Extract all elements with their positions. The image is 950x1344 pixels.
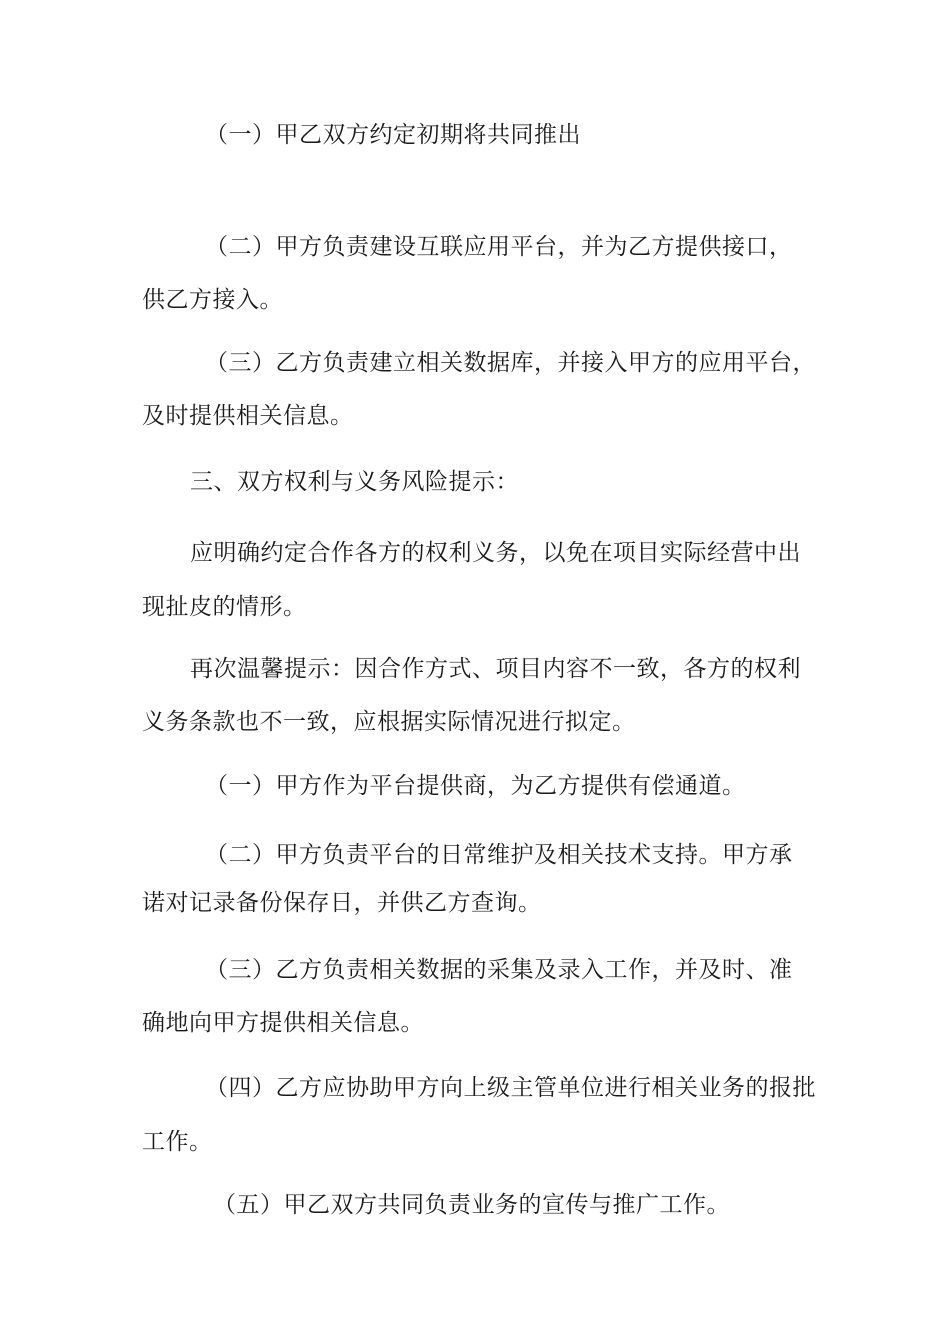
paragraph-9-line-1: （三）乙方负责相关数据的采集及录入工作，并及时、准 [205, 957, 793, 983]
paragraph-7-line-1: （一）甲方作为平台提供商，为乙方提供有偿通道。 [205, 773, 746, 799]
paragraph-3-line-1: （三）乙方负责建立相关数据库，并接入甲方的应用平台， [205, 350, 816, 376]
paragraph-10-line-2: 工作。 [142, 1129, 213, 1155]
paragraph-8-line-1: （二）甲方负责平台的日常维护及相关技术支持。甲方承 [205, 842, 793, 868]
paragraph-3-line-2: 及时提供相关信息。 [142, 403, 354, 429]
paragraph-2-line-1: （二）甲方负责建设互联应用平台，并为乙方提供接口， [205, 234, 793, 260]
paragraph-10-line-1: （四）乙方应协助甲方向上级主管单位进行相关业务的报批 [205, 1075, 816, 1101]
paragraph-6-line-2: 义务条款也不一致，应根据实际情况进行拟定。 [142, 709, 636, 735]
paragraph-9-line-2: 确地向甲方提供相关信息。 [142, 1010, 424, 1036]
paragraph-11-line-1: （五）甲乙双方共同负责业务的宣传与推广工作。 [213, 1192, 730, 1218]
paragraph-2-line-2: 供乙方接入。 [142, 287, 283, 313]
section-heading: 三、双方权利与义务风险提示： [190, 469, 519, 495]
paragraph-5-line-1: 应明确约定合作各方的权利义务，以免在项目实际经营中出 [190, 540, 801, 566]
paragraph-1-line-1: （一）甲乙双方约定初期将共同推出 [205, 122, 581, 148]
paragraph-5-line-2: 现扯皮的情形。 [142, 594, 307, 620]
paragraph-6-line-1: 再次温馨提示：因合作方式、项目内容不一致，各方的权利 [190, 656, 801, 682]
paragraph-8-line-2: 诺对记录备份保存日，并供乙方查询。 [142, 890, 542, 916]
